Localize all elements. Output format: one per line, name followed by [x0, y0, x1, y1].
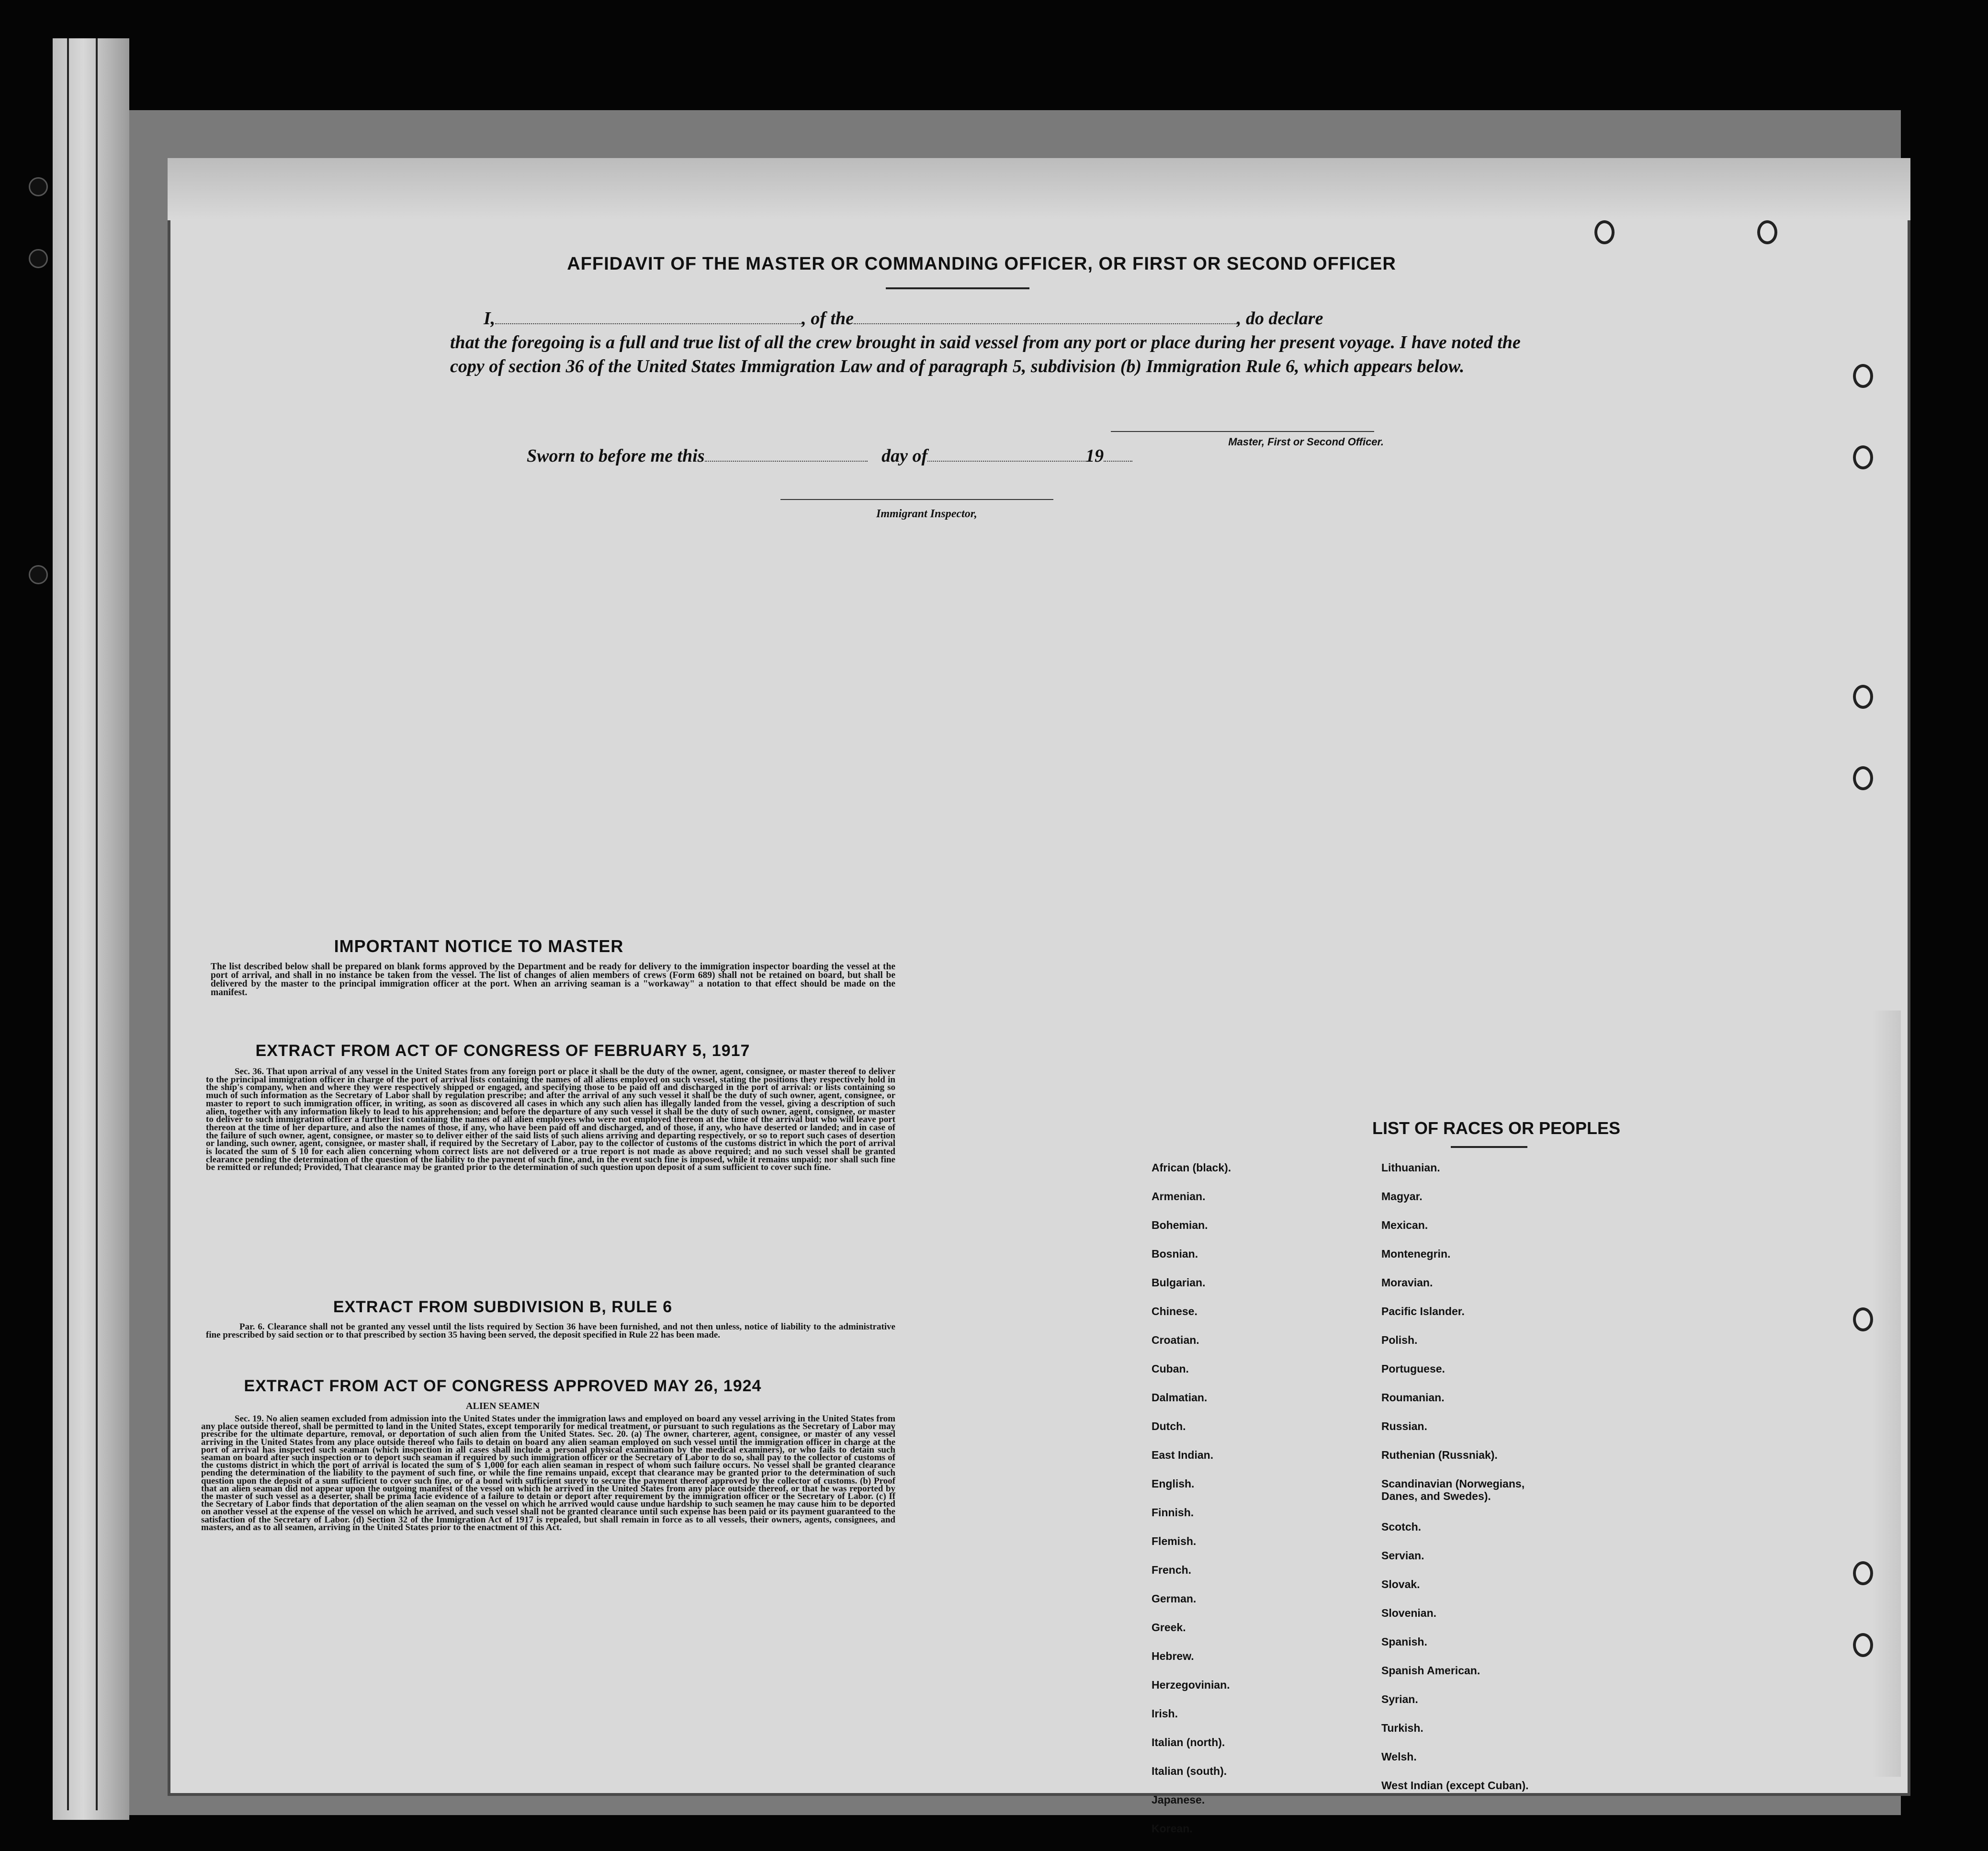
races-rule [1451, 1146, 1527, 1148]
alien-seamen-subtitle: ALIEN SEAMEN [466, 1401, 540, 1411]
inspector-signature-line [780, 499, 1053, 500]
affidavit-statement: that the foregoing is a full and true list of all the crew brought in said vessel from any port or place during her present voyage. I have noted the copy of section 36 of the United States Immigration Law and of paragraph 5, subdivision (b) Immigration Rule 6, which appears below. [450, 332, 1521, 376]
race-item: Portuguese. [1381, 1363, 1445, 1375]
race-item: Cuban. [1152, 1363, 1189, 1375]
race-item: Bohemian. [1152, 1219, 1208, 1231]
race-item: Spanish. [1381, 1635, 1427, 1648]
year-blank [1104, 446, 1132, 462]
races-column-right [1381, 1161, 1563, 1808]
binder-hole [1853, 766, 1873, 790]
extract-rule6-title: EXTRACT FROM SUBDIVISION B, RULE 6 [333, 1298, 673, 1316]
binder-hole [1853, 685, 1873, 709]
race-item: Pacific Islander. [1381, 1305, 1465, 1317]
document-page [168, 158, 1910, 1835]
strip-line [96, 38, 98, 1810]
race-item: Slovak. [1381, 1578, 1420, 1590]
race-item: Herzegovinian. [1152, 1679, 1230, 1691]
race-item: Italian (south). [1152, 1765, 1227, 1777]
declaration-line [450, 307, 1523, 330]
signature-line [1111, 431, 1374, 432]
sworn-year: 19 [1085, 446, 1104, 466]
vessel-blank [854, 309, 1237, 324]
of-the-label: , of the [802, 308, 854, 329]
race-item: Syrian. [1381, 1693, 1418, 1705]
race-item: Montenegrin. [1381, 1248, 1451, 1260]
binder-hole [1853, 1633, 1873, 1657]
title-rule [886, 287, 1029, 289]
race-item: Lithuanian. [1381, 1161, 1440, 1174]
month-blank [927, 446, 1085, 462]
race-item: French. [1152, 1564, 1192, 1576]
race-item: Mexican. [1381, 1219, 1428, 1231]
sworn-prefix: Sworn to before me this [527, 446, 705, 466]
race-item: Finnish. [1152, 1506, 1194, 1519]
declare-label: , do declare [1237, 308, 1323, 329]
race-item: Armenian. [1152, 1190, 1206, 1203]
race-item: Irish. [1152, 1707, 1178, 1720]
race-item: Turkish. [1381, 1722, 1423, 1734]
race-item: Servian. [1381, 1549, 1424, 1562]
binder-hole [1853, 1307, 1873, 1331]
race-item: Slovenian. [1381, 1607, 1437, 1619]
race-item: African (black). [1152, 1161, 1231, 1174]
notice-text: The list described below shall be prepared on blank forms approved by the Department and be ready for delivery to the immigration inspector boarding the vessel at the port of arrival, and shall in no instance be taken from the vessel. The list of changes of alien members of crews (Form 689) shall not be retained on board, but shall be delivered by the master to the principal immigration officer at the port. When an arriving seaman is a "workaway" a notation to that effect should be made on the manifest. [211, 962, 895, 998]
binder-hole [1594, 220, 1615, 244]
affidavit-body [450, 307, 1523, 378]
sworn-statement [527, 445, 1197, 466]
left-binding-strip [53, 38, 129, 1820]
race-item: German. [1152, 1592, 1197, 1605]
page-edge-shadow [1872, 1011, 1901, 1777]
extract-1924-title: EXTRACT FROM ACT OF CONGRESS APPROVED MAY 26, 1924 [244, 1377, 762, 1395]
binder-hole [1853, 1561, 1873, 1585]
race-item: English. [1152, 1477, 1195, 1490]
extract-rule6-text: Par. 6. Clearance shall not be granted any vessel until the lists required by Section 36 have been furnished, and not then unless, notice of liability to the administrative fine prescribed by said section or to that prescribed by section 35 having been served, the deposit specified in Rule 22 has been made. [206, 1322, 895, 1340]
race-item: Italian (north). [1152, 1736, 1225, 1749]
binder-hole [29, 249, 48, 268]
race-item: Ruthenian (Russniak). [1381, 1449, 1498, 1461]
binder-hole [29, 177, 48, 196]
race-item: Scotch. [1381, 1521, 1422, 1533]
race-item: Scandinavian (Norwegians, Danes, and Swedes). [1381, 1477, 1525, 1502]
signature-caption: Master, First or Second Officer. [1228, 436, 1384, 448]
race-item: Bulgarian. [1152, 1276, 1206, 1289]
race-item: Welsh. [1381, 1750, 1417, 1763]
race-item: Russian. [1381, 1420, 1427, 1432]
inspector-caption: Immigrant Inspector, [876, 508, 977, 520]
race-item: Croatian. [1152, 1334, 1199, 1346]
race-item: West Indian (except Cuban). [1381, 1779, 1529, 1792]
race-item: Korean. [1152, 1822, 1193, 1835]
race-item: Moravian. [1381, 1276, 1433, 1289]
race-item: Magyar. [1381, 1190, 1423, 1203]
race-item: Dalmatian. [1152, 1391, 1208, 1404]
race-item: Polish. [1381, 1334, 1418, 1346]
extract-1917-title: EXTRACT FROM ACT OF CONGRESS OF FEBRUARY 5, 1917 [255, 1042, 750, 1060]
affidavit-title: AFFIDAVIT OF THE MASTER OR COMMANDING OFFICER, OR FIRST OR SECOND OFFICER [567, 254, 1396, 274]
binder-hole [1853, 364, 1873, 388]
races-title: LIST OF RACES OR PEOPLES [1372, 1118, 1621, 1138]
binder-hole [1853, 445, 1873, 469]
race-item: Hebrew. [1152, 1650, 1194, 1662]
race-item: Japanese. [1152, 1794, 1205, 1806]
race-item: Spanish American. [1381, 1664, 1480, 1677]
race-item: Flemish. [1152, 1535, 1197, 1547]
notice-title: IMPORTANT NOTICE TO MASTER [334, 936, 624, 956]
binder-hole [1757, 220, 1777, 244]
extract-1917-text: Sec. 36. That upon arrival of any vessel in the United States from any foreign port or place it shall be the duty of the owner, agent, consignee, or master thereof to deliver to the principal immigration officer in charge of the port of arrival lists containing the names of all aliens employed on such vessel, stating the positions they respectively hold in the ship's company, when and where they were respectively shipped or engaged, and specifying those to be paid off and discharged in the port of arrival: or lists containing so much of such information as the Secretary of Labor shall by regulation prescribe; and after the arrival of any such vessel it shall be the duty of such owner, agent, consignee, or master to report to such immigration officer, in writing, as soon as discovered all cases in which any such alien has illegally landed from the vessel, giving a description of such alien, together with any information likely to lead to his apprehension; and before the departure of any such vessel it shall be the duty of such owner, agent, consignee, or master to deliver to such immigration officer a further list containing the names of all alien employees who were not employed thereon at the time of the arrival but who will leave port thereon at the time of her departure, and also the names of those, if any, who have been paid off and discharged, and of those, if any, who have deserted or landed; and in case of the failure of such owner, agent, consignee, or master so to deliver either of the said lists of such aliens arriving and departing respectively, or so to report such cases of desertion or landing, such owner, agent, consignee, or master shall, if required by the Secretary of Labor, pay to the collector of customs of the customs district in which the port of arrival is located the sum of $ 10 for each alien concerning whom correct lists are not delivered or a true report is not made as above required; and no such vessel shall be granted clearance pending the determination of the question of the liability to the payment of such fine, and, in the event such fine is imposed, while it remains unpaid; nor shall such fine be remitted or refunded; Provided, That clearance may be granted prior to the determination of such question upon deposit of a sum sufficient to cover such fine. [206, 1067, 895, 1173]
name-blank [495, 309, 802, 324]
day-blank [705, 446, 868, 462]
race-item: Roumanian. [1381, 1391, 1445, 1404]
extract-1924-text: Sec. 19. No alien seamen excluded from admission into the United States under the immigration laws and employed on board any vessel arriving in the United States from any place outside thereof, shall be permitted to land in the United States, except temporarily for medical treatment, or pursuant to such regulations as the Secretary of Labor may prescribe for the ultimate departure, removal, or deportation of such alien from the United States. Sec. 20. (a) The owner, charterer, agent, consignee, or master of any vessel arriving in the United States from any place outside thereof who fails to detain on board any alien seaman employed on such vessel until the immigration officer in charge at the port of arrival has inspected such seaman (which inspection in all cases shall include a personal physical examination by the medical examiners), or who fails to detain such seaman on board after such inspection or to deport such seaman if required by such immigration officer or the Secretary of Labor to do so, shall pay to the collector of customs of the customs district in which the port of arrival is located the sum of $ 1,000 for each alien seaman in respect of whom such failure occurs. No vessel shall be granted clearance pending the determination of the liability to the payment of such fine, or while the fine remains unpaid, except that clearance may be granted prior to the determination of such question upon the deposit of a sum sufficient to cover such fine, or of a bond with sufficient surety to secure the payment thereof approved by the collector of customs. (b) Proof that an alien seaman did not appear upon the outgoing manifest of the vessel on which he arrived in the United States from any place outside thereof, or that he was reported by the master of such vessel as a deserter, shall be prima facie evidence of a failure to detain or deport after requirement by the immigration officer or the Secretary of Labor. (c) If the Secretary of Labor finds that deportation of the alien seaman on the vessel on which he arrived would cause undue hardship to such seamen he may cause him to be deported on another vessel at the expense of the vessel on which he arrived, and such vessel shall not be granted clearance until such expense has been paid or its payment guaranteed to the satisfaction of the Secretary of Labor. (d) Section 32 of the Immigration Act of 1917 is repealed, but shall remain in force as to all vessels, their owners, agents, consignees, and masters, and as to all seamen, arriving in the United States prior to the enactment of this Act. [201, 1414, 895, 1533]
declarant-label: I, [484, 308, 496, 329]
race-item: Bosnian. [1152, 1248, 1198, 1260]
race-item: Greek. [1152, 1621, 1186, 1634]
binder-hole [29, 565, 48, 584]
strip-line [67, 38, 69, 1810]
race-item: Chinese. [1152, 1305, 1197, 1317]
race-item: East Indian. [1152, 1449, 1214, 1461]
sworn-day-label: day of [881, 446, 928, 466]
race-item: Dutch. [1152, 1420, 1186, 1432]
